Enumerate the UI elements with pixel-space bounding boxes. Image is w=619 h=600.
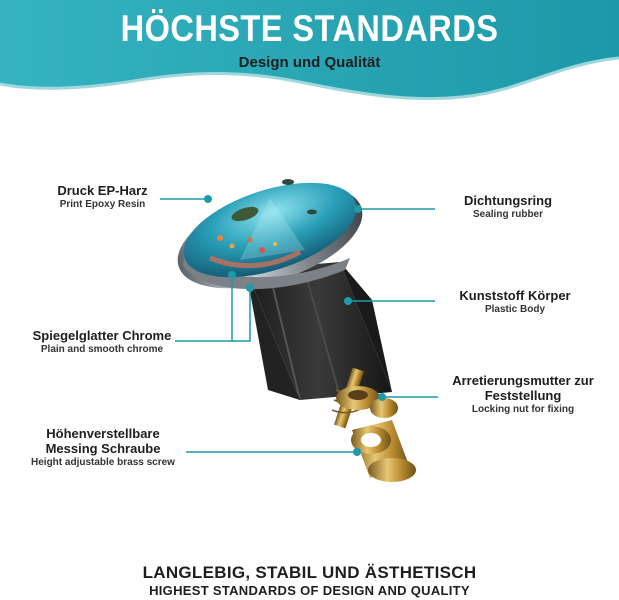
footer-subheadline: HIGHEST STANDARDS OF DESIGN AND QUALITY: [149, 583, 470, 598]
callout-screw-de2: Messing Schraube: [45, 441, 161, 456]
callout-resin-de: Druck EP-Harz: [57, 183, 148, 198]
callout-chrome: [22, 328, 182, 356]
callout-chrome-de: Spiegelglatter Chrome: [32, 328, 172, 343]
callout-nut-de2: Feststellung: [484, 388, 562, 403]
callout-resin-en: Print Epoxy Resin: [59, 199, 146, 210]
page-subtitle: Design und Qualität: [238, 54, 381, 71]
callout-resin: [30, 183, 175, 211]
callout-screw-en: Height adjustable brass screw: [31, 457, 175, 468]
callout-sealing-en: Sealing rubber: [472, 209, 543, 220]
callout-body-de: Kunststoff Körper: [459, 288, 571, 303]
callout-body-en: Plastic Body: [484, 304, 546, 315]
callout-nut-en: Locking nut for fixing: [471, 404, 575, 415]
footer-headline: LANGLEBIG, STABIL UND ÄSTHETISCH: [142, 563, 477, 582]
callout-body: [440, 288, 590, 316]
callout-sealing: [438, 193, 578, 221]
callout-nut-de1: Arretierungsmutter zur: [452, 373, 594, 388]
callout-screw-de1: Höhenverstellbare: [46, 426, 160, 441]
callout-sealing-de: Dichtungsring: [463, 193, 553, 208]
callout-nut: [438, 373, 608, 416]
callout-chrome-en: Plain and smooth chrome: [40, 344, 164, 355]
page-title: HÖCHSTE STANDARDS: [120, 8, 499, 49]
callout-screw: [18, 426, 188, 469]
